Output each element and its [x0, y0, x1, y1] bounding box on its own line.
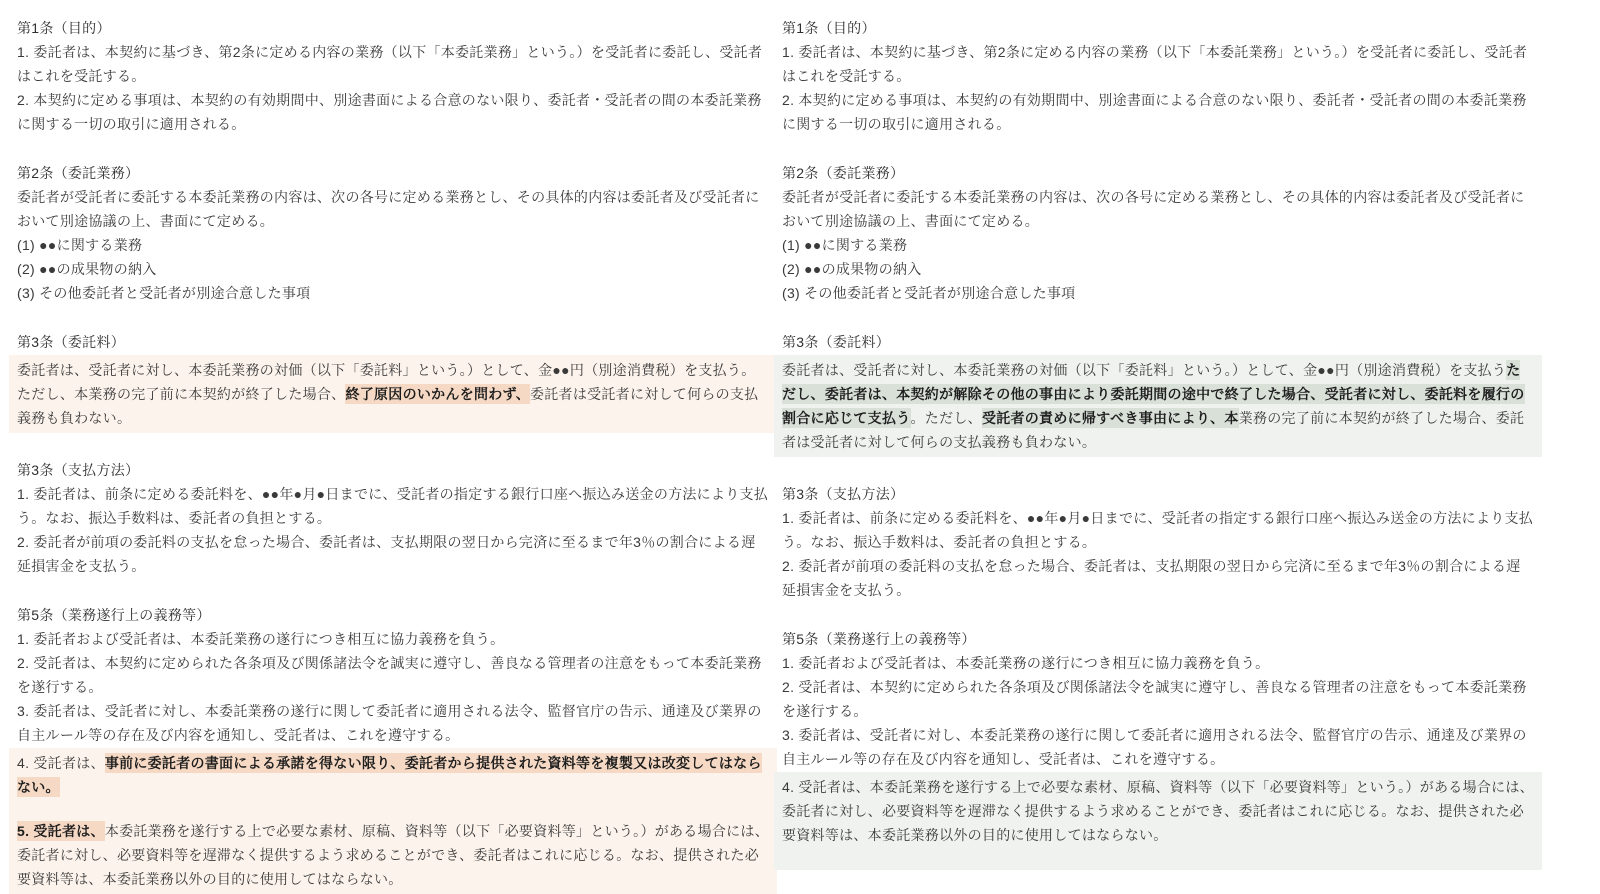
clause-text: 1. 委託者および受託者は、本委託業務の遂行につき相互に協力義務を負う。: [17, 631, 505, 647]
clause-text: 1. 委託者は、前条に定める委託料を、●●年●月●日までに、受託者の指定する銀行口座へ振込み送金の方法により支払う。なお、振込手数料は、委託者の負担とする。: [17, 486, 769, 526]
clause-text: 委託者は受託者に対して何らの支払義務も負わない。: [17, 386, 759, 426]
clause-text: 2. 受託者は、本契約に定められた各条項及び関係諸法令を誠実に遵守し、善良なる管理者の注意をもって本委託業務を遂行する。: [782, 679, 1527, 719]
clause-text: 本委託業務を遂行する上で必要な素材、原稿、資料等（以下「必要資料等」という。）がある場合には、委託者に対し、必要資料等を遅滞なく提供するよう求めることができ、委託者はこれに応じる。なお、提供された必要資料等は、本委託業務以外の目的に使用してはならない。: [17, 823, 769, 887]
diff-block-duties-revised: [774, 772, 1542, 870]
clause-text: 1. 委託者は、本契約に基づき、第2条に定める内容の業務（以下「本委託業務」という。）を受託者に委託し、受託者はこれを受託する。: [782, 44, 1528, 84]
diff-highlight-inserted[interactable]: 受託者の責めに帰すべき事由により、本: [981, 410, 1239, 426]
article-5-duties: [782, 627, 1534, 870]
article-heading: 第5条（業務遂行上の義務等）: [782, 631, 976, 647]
article-1-purpose: [782, 16, 1534, 136]
diff-block-fee-original: [9, 355, 777, 433]
clause-text: 委託者は、受託者に対し、本委託業務の対価（以下「委託料」という。）として、金●●円（別途消費税）を支払う。ただし、本業務の完了前に本契約が終了した場合、: [17, 362, 756, 402]
clause-text: 委託者が受託者に委託する本委託業務の内容は、次の各号に定める業務とし、その具体的内容は委託者及び受託者において別途協議の上、書面にて定める。: [782, 189, 1525, 229]
list-item: (1) ●●に関する業務: [17, 237, 143, 253]
clause-text: 3. 委託者は、受託者に対し、本委託業務の遂行に関して委託者に適用される法令、監督官庁の告示、通達及び業界の自主ルール等の存在及び内容を通知し、受託者は、これを遵守する。: [17, 703, 762, 743]
clause-text: 4. 受託者は、本委託業務を遂行する上で必要な素材、原稿、資料等（以下「必要資料等」という。）がある場合には、委託者に対し、必要資料等を遅滞なく提供するよう求めることができ、委託者はこれに応じる。なお、提供された必要資料等は、本委託業務以外の目的に使用してはならない。: [782, 779, 1534, 843]
list-item: (2) ●●の成果物の納入: [782, 261, 922, 277]
diff-highlight-deleted[interactable]: 5. 受託者は、: [17, 823, 105, 839]
clause-4: [17, 751, 769, 799]
clause-text: 2. 本契約に定める事項は、本契約の有効期間中、別途書面による合意のない限り、委託者・受託者の間の本委託業務に関する一切の取引に適用される。: [782, 92, 1527, 132]
article-5-duties: [17, 603, 769, 894]
document-pane-original: [17, 16, 769, 894]
article-2-scope: [782, 161, 1534, 305]
article-heading: 第3条（支払方法）: [782, 486, 905, 502]
article-heading: 第1条（目的）: [782, 20, 876, 36]
clause-text: 委託者は、受託者に対し、本委託業務の対価（以下「委託料」という。）として、金●●円（別途消費税）を支払う: [782, 362, 1507, 378]
diff-highlight-deleted[interactable]: 終了原因のいかんを問わず、: [345, 386, 530, 402]
clause-text: 1. 委託者および受託者は、本委託業務の遂行につき相互に協力義務を負う。: [782, 655, 1270, 671]
list-item: (3) その他委託者と受託者が別途合意した事項: [782, 285, 1076, 301]
document-pane-revised: [782, 16, 1534, 894]
article-1-purpose: [17, 16, 769, 136]
clause-text: 。ただし、: [910, 410, 982, 426]
article-4-payment: [782, 482, 1534, 602]
list-item: (1) ●●に関する業務: [782, 237, 908, 253]
article-heading: 第3条（支払方法）: [17, 462, 140, 478]
clause-text: 2. 委託者が前項の委託料の支払を怠った場合、委託者は、支払期限の翌日から完済に至るまで年3％の割合による遅延損害金を支払う。: [782, 558, 1521, 598]
clause-text: 1. 委託者は、前条に定める委託料を、●●年●月●日までに、受託者の指定する銀行口座へ振込み送金の方法により支払う。なお、振込手数料は、委託者の負担とする。: [782, 510, 1534, 550]
diff-block-duties-original: [9, 748, 777, 894]
clause-text: 業務の完了前に本契約が終了した場合、委託者は受託者に対して何らの支払義務も負わない。: [782, 410, 1525, 450]
clause-text: 2. 受託者は、本契約に定められた各条項及び関係諸法令を誠実に遵守し、善良なる管理者の注意をもって本委託業務を遂行する。: [17, 655, 762, 695]
clause-text: 3. 委託者は、受託者に対し、本委託業務の遂行に関して委託者に適用される法令、監督官庁の告示、通達及び業界の自主ルール等の存在及び内容を通知し、受託者は、これを遵守する。: [782, 727, 1527, 767]
article-2-scope: [17, 161, 769, 305]
article-3-fee: [17, 330, 769, 433]
list-item: (2) ●●の成果物の納入: [17, 261, 157, 277]
clause-text: 1. 委託者は、本契約に基づき、第2条に定める内容の業務（以下「本委託業務」という。）を受託者に委託し、受託者はこれを受託する。: [17, 44, 763, 84]
clause-text: 2. 委託者が前項の委託料の支払を怠った場合、委託者は、支払期限の翌日から完済に至るまで年3％の割合による遅延損害金を支払う。: [17, 534, 756, 574]
diff-highlight-deleted[interactable]: 事前に委託者の書面による承諾を得ない限り、委託者から提供された資料等を複製又は改変してはならない。: [17, 755, 762, 795]
article-heading: 第1条（目的）: [17, 20, 111, 36]
clause-text: 委託者が受託者に委託する本委託業務の内容は、次の各号に定める業務とし、その具体的内容は委託者及び受託者において別途協議の上、書面にて定める。: [17, 189, 760, 229]
clause-lead: 4. 受託者は、: [17, 755, 105, 771]
article-heading: 第3条（委託料）: [17, 334, 126, 350]
article-heading: 第5条（業務遂行上の義務等）: [17, 607, 211, 623]
clause-5: [17, 819, 769, 891]
clause-4: [782, 775, 1534, 847]
diff-block-fee-revised: [774, 355, 1542, 457]
article-heading: 第3条（委託料）: [782, 334, 891, 350]
list-item: (3) その他委託者と受託者が別途合意した事項: [17, 285, 311, 301]
article-3-fee: [782, 330, 1534, 457]
diff-highlight-inserted[interactable]: ただし、委託者は、本契約が解除その他の事由により委託期間の途中で終了した場合、受託者に対し、委託料を履行の割合に応じて支払う: [782, 362, 1525, 426]
clause-text: 2. 本契約に定める事項は、本契約の有効期間中、別途書面による合意のない限り、委託者・受託者の間の本委託業務に関する一切の取引に適用される。: [17, 92, 762, 132]
article-heading: 第2条（委託業務）: [17, 165, 140, 181]
article-4-payment: [17, 458, 769, 578]
article-heading: 第2条（委託業務）: [782, 165, 905, 181]
